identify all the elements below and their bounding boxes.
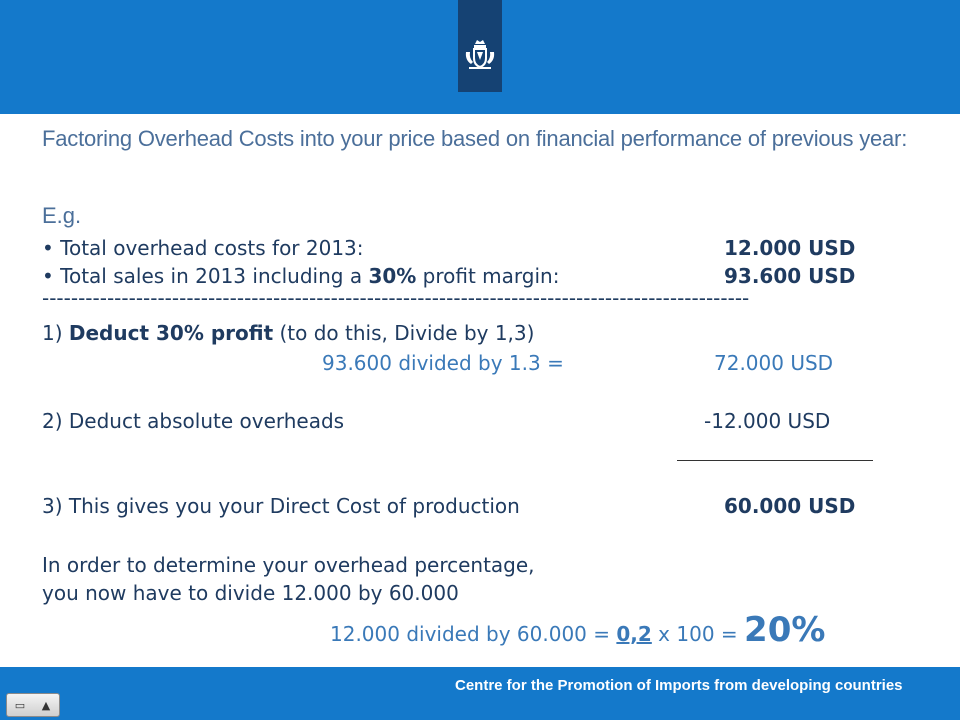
step-2: 2) Deduct absolute overheads (42, 409, 345, 433)
profit-margin-percent: 30% (368, 264, 417, 288)
final-calc-mid: x 100 = (651, 622, 745, 646)
emblem-box (458, 0, 502, 92)
step-1 (42, 321, 534, 345)
overhead-costs-value: 12.000 USD (724, 236, 856, 260)
coat-of-arms-icon (463, 38, 497, 70)
total-sales-value: 93.600 USD (724, 264, 856, 288)
step-1-prefix: 1) (42, 321, 69, 345)
bullet-overhead-costs: • Total overhead costs for 2013: (42, 236, 364, 260)
step-3: 3) This gives you your Direct Cost of production (42, 494, 520, 518)
step-1-calculation: 93.600 divided by 1.3 = (322, 351, 564, 375)
step-2-value: -12.000 USD (704, 409, 831, 433)
final-result-percent: 20% (744, 610, 826, 650)
bullet-total-sales (42, 264, 559, 288)
final-calculation (330, 610, 825, 654)
conclusion-line-1: In order to determine your overhead percentage, (42, 553, 535, 577)
example-label: E.g. (42, 203, 82, 228)
separator-line: -------------------------------------------------------------------------------------------------- (42, 286, 750, 310)
step-1-bold: Deduct 30% profit (68, 321, 274, 345)
direct-cost-value: 60.000 USD (724, 494, 856, 518)
final-calc-pre: 12.000 divided by 60.000 = (330, 622, 617, 646)
step-1-rest: (to do this, Divide by 1,3) (273, 321, 535, 345)
conclusion-line-2: you now have to divide 12.000 by 60.000 (42, 581, 459, 605)
step-1-result: 72.000 USD (714, 351, 834, 375)
footer-organization: Centre for the Promotion of Imports from developing countries (455, 677, 903, 694)
slide-navigation-control[interactable] (6, 693, 60, 717)
bullet-total-sales-post: profit margin: (416, 264, 560, 288)
slide-up-arrow-icon[interactable]: ▲ (41, 698, 51, 712)
final-calc-factor: 0,2 (616, 622, 652, 646)
slide-heading: Factoring Overhead Costs into your price based on financial performance of previous year: (42, 126, 908, 151)
slide-menu-icon[interactable]: ▭ (14, 698, 26, 712)
sum-underline (677, 460, 873, 461)
bullet-total-sales-pre: • Total sales in 2013 including a (42, 264, 369, 288)
